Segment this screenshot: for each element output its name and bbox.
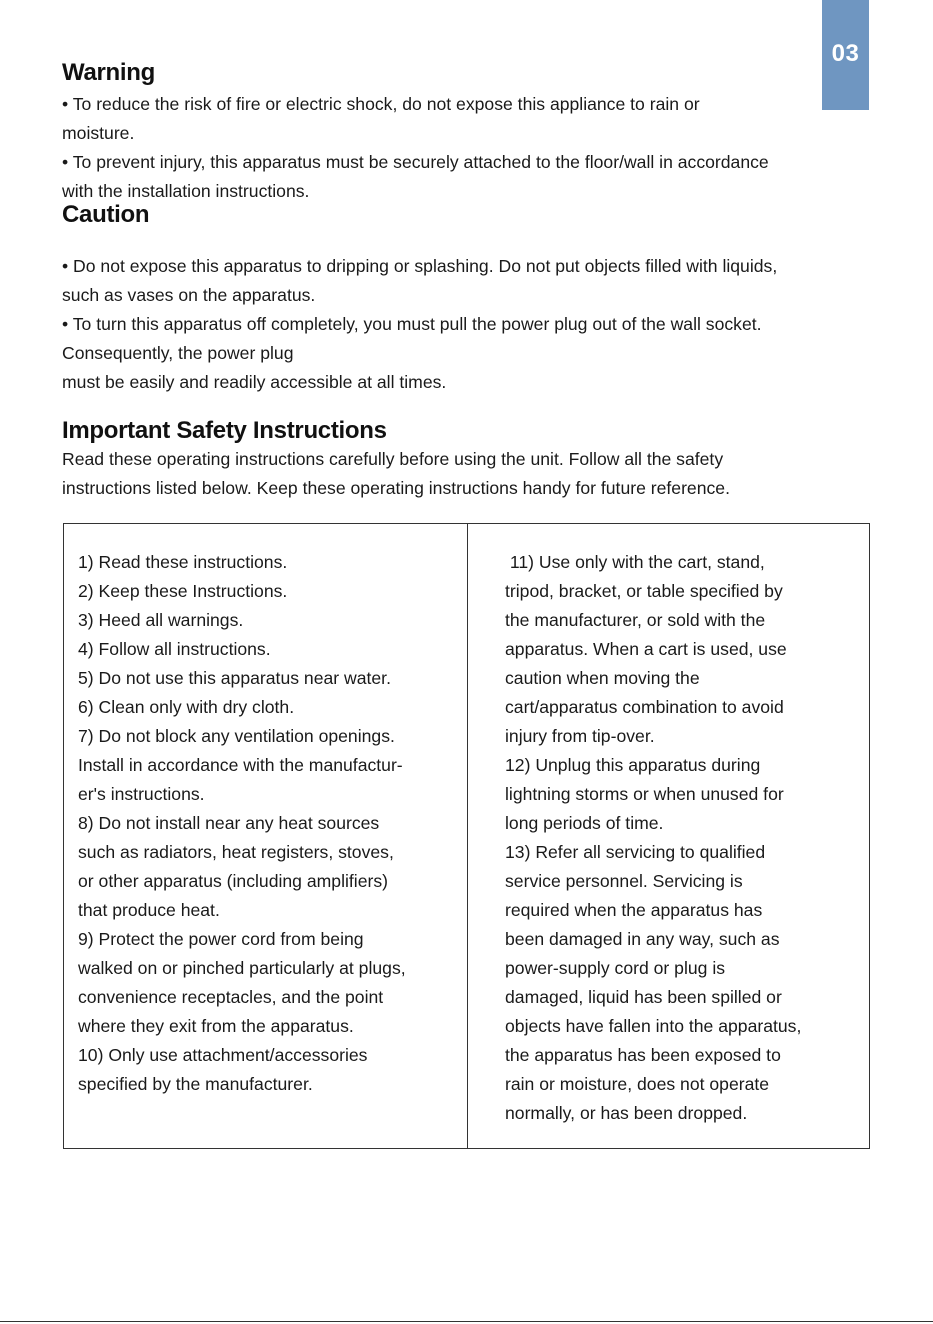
instruction-line: required when the apparatus has xyxy=(505,900,763,920)
warning-heading: Warning xyxy=(62,59,155,86)
page-bottom-rule xyxy=(0,1321,933,1322)
caution-text xyxy=(62,252,874,397)
safety-intro xyxy=(62,445,874,503)
warning-text xyxy=(62,90,874,206)
safety-intro-line: Read these operating instructions carefully before using the unit. Follow all the safety xyxy=(62,449,724,469)
warning-line: moisture. xyxy=(62,123,135,143)
instruction-line: injury from tip-over. xyxy=(505,726,655,746)
instructions-right-column xyxy=(505,548,865,1128)
instruction-line: tripod, bracket, or table specified by xyxy=(505,581,783,601)
instruction-line: caution when moving the xyxy=(505,668,700,688)
instruction-line: Install in accordance with the manufactur- xyxy=(78,755,403,775)
instruction-line: er's instructions. xyxy=(78,784,205,804)
instruction-line: 5) Do not use this apparatus near water. xyxy=(78,668,391,688)
instruction-line: rain or moisture, does not operate xyxy=(505,1074,770,1094)
instruction-line: lightning storms or when unused for xyxy=(505,784,784,804)
instruction-line: the manufacturer, or sold with the xyxy=(505,610,766,630)
caution-line: must be easily and readily accessible at all times. xyxy=(62,372,447,392)
safety-heading: Important Safety Instructions xyxy=(62,417,387,444)
instruction-line: specified by the manufacturer. xyxy=(78,1074,313,1094)
instruction-line: where they exit from the apparatus. xyxy=(78,1016,354,1036)
instruction-line: such as radiators, heat registers, stoves, xyxy=(78,842,394,862)
caution-line: Consequently, the power plug xyxy=(62,343,294,363)
instruction-line: 9) Protect the power cord from being xyxy=(78,929,364,949)
instruction-line: normally, or has been dropped. xyxy=(505,1103,748,1123)
warning-line: • To prevent injury, this apparatus must be securely attached to the floor/wall in accordance xyxy=(62,152,769,172)
instruction-line: or other apparatus (including amplifiers) xyxy=(78,871,388,891)
instruction-line: service personnel. Servicing is xyxy=(505,871,743,891)
instruction-line: 3) Heed all warnings. xyxy=(78,610,244,630)
instruction-line: that produce heat. xyxy=(78,900,220,920)
warning-line: • To reduce the risk of fire or electric shock, do not expose this appliance to rain or xyxy=(62,94,700,114)
instruction-line: cart/apparatus combination to avoid xyxy=(505,697,784,717)
instruction-line: objects have fallen into the apparatus, xyxy=(505,1016,802,1036)
instruction-line: 11) Use only with the cart, stand, xyxy=(505,552,765,572)
caution-heading: Caution xyxy=(62,201,150,228)
instruction-line: 7) Do not block any ventilation openings. xyxy=(78,726,395,746)
caution-line: such as vases on the apparatus. xyxy=(62,285,316,305)
instructions-left-column xyxy=(78,548,468,1099)
instruction-line: been damaged in any way, such as xyxy=(505,929,780,949)
instruction-line: power-supply cord or plug is xyxy=(505,958,726,978)
caution-line: • Do not expose this apparatus to dripping or splashing. Do not put objects filled with liquids, xyxy=(62,256,778,276)
instruction-line: convenience receptacles, and the point xyxy=(78,987,384,1007)
instruction-line: walked on or pinched particularly at plugs, xyxy=(78,958,406,978)
instruction-line: apparatus. When a cart is used, use xyxy=(505,639,787,659)
instruction-line: 4) Follow all instructions. xyxy=(78,639,271,659)
caution-line: • To turn this apparatus off completely, you must pull the power plug out of the wall socket. xyxy=(62,314,762,334)
instruction-line: damaged, liquid has been spilled or xyxy=(505,987,782,1007)
instruction-line: 8) Do not install near any heat sources xyxy=(78,813,380,833)
warning-line: with the installation instructions. xyxy=(62,181,310,201)
instruction-line: 1) Read these instructions. xyxy=(78,552,288,572)
instruction-line: 6) Clean only with dry cloth. xyxy=(78,697,295,717)
instruction-line: long periods of time. xyxy=(505,813,664,833)
instruction-line: 13) Refer all servicing to qualified xyxy=(505,842,766,862)
instruction-line: 2) Keep these Instructions. xyxy=(78,581,288,601)
instruction-line: the apparatus has been exposed to xyxy=(505,1045,781,1065)
instruction-line: 12) Unplug this apparatus during xyxy=(505,755,761,775)
page-number: 03 xyxy=(831,40,860,67)
instruction-line: 10) Only use attachment/accessories xyxy=(78,1045,368,1065)
safety-intro-line: instructions listed below. Keep these operating instructions handy for future reference. xyxy=(62,478,730,498)
